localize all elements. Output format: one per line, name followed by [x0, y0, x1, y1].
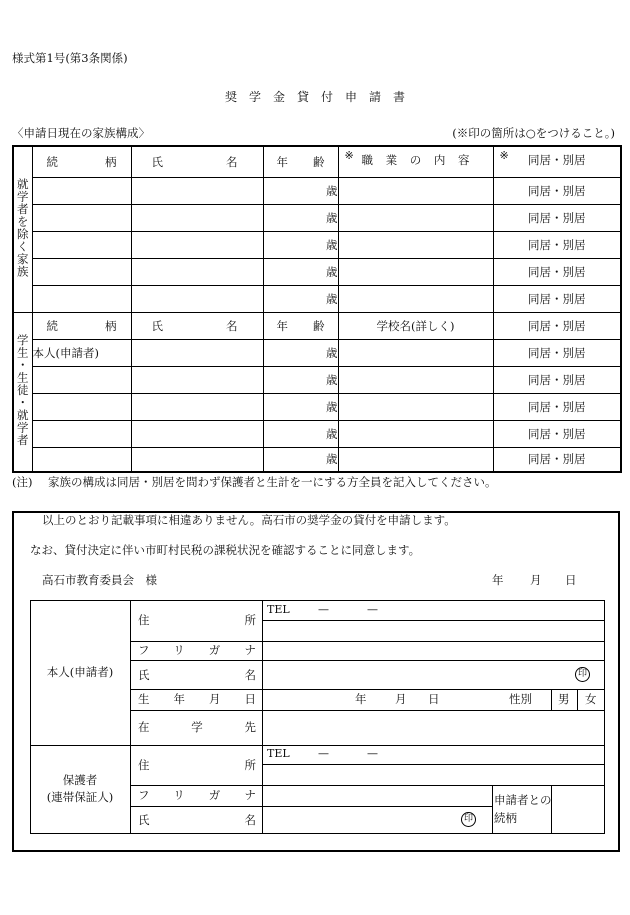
sex-option-male: 男	[558, 692, 570, 706]
group1-header-row	[13, 146, 621, 177]
header-residence-cell	[493, 312, 621, 339]
age-unit: 歳	[326, 345, 338, 360]
applicant-label: 本人(申請者)	[46, 665, 114, 679]
table-row	[13, 258, 621, 285]
header-name: 氏名	[151, 318, 238, 333]
table-row	[13, 447, 621, 472]
residence-option: 同居・別居	[528, 372, 586, 387]
guardian-label: 保護者	[62, 773, 98, 787]
header-age: 年齢	[276, 318, 325, 333]
guardian-name-label: 氏名	[138, 813, 256, 827]
name-cell	[131, 258, 263, 285]
relation-cell	[32, 447, 131, 472]
header-school: 学校名(詳しく)	[376, 318, 455, 333]
group1-label: 就学者を除く家族	[15, 177, 30, 278]
applicant-name-label: 氏名	[138, 668, 256, 682]
guardian-address-label: 住所	[138, 758, 256, 772]
declaration-line-1: 以上のとおり記載事項に相違ありません。高石市の奨学金の貸付を申請します。	[42, 513, 456, 527]
table-row	[13, 177, 621, 204]
table-rule	[130, 710, 605, 711]
header-residence: 同居・別居	[528, 318, 586, 333]
guardian-seal-icon: 印	[461, 812, 476, 827]
group2-header-row	[13, 312, 621, 339]
residence-mark: ※	[499, 149, 509, 162]
addressee: 高石市教育委員会 様	[42, 573, 157, 587]
residence-option: 同居・別居	[528, 345, 586, 360]
occupation-cell	[338, 204, 493, 231]
applicant-tel-separator: —	[318, 603, 329, 616]
age-unit: 歳	[326, 237, 338, 252]
sex-option-female: 女	[585, 692, 597, 706]
residence-cell	[493, 231, 621, 258]
table-rule	[130, 806, 492, 807]
form-number: 様式第1号(第3条関係)	[12, 51, 128, 65]
table-rule	[30, 745, 605, 746]
residence-option: 同居・別居	[528, 452, 586, 467]
table-row	[13, 366, 621, 393]
age-cell	[263, 231, 338, 258]
relation-cell	[32, 366, 131, 393]
occupation-cell	[338, 285, 493, 312]
family-section-label: 〈申請日現在の家族構成〉	[12, 126, 150, 140]
table-rule	[577, 689, 578, 710]
age-cell	[263, 393, 338, 420]
header-name-cell	[131, 146, 263, 177]
header-school-cell	[338, 312, 493, 339]
name-cell	[131, 177, 263, 204]
residence-option: 同居・別居	[528, 237, 586, 252]
group2-label-cell	[13, 312, 32, 472]
residence-option: 同居・別居	[528, 399, 586, 414]
birthdate-day-label: 日	[428, 692, 440, 706]
age-unit: 歳	[326, 183, 338, 198]
table-rule	[492, 785, 493, 834]
applicant-school-label: 在学先	[138, 720, 256, 734]
age-unit: 歳	[326, 372, 338, 387]
table-rule	[262, 600, 263, 834]
declaration-line-2: なお、貸付決定に伴い市町村民税の課税状況を確認することに同意します。	[30, 543, 421, 557]
relation-cell	[32, 339, 131, 366]
guardian-tel-separator: —	[367, 747, 378, 760]
table-rule	[130, 785, 605, 786]
name-cell	[131, 447, 263, 472]
age-cell	[263, 447, 338, 472]
age-unit: 歳	[326, 452, 338, 467]
residence-option: 同居・別居	[528, 291, 586, 306]
table-rule	[262, 620, 605, 621]
guardian-sublabel: (連帯保証人)	[46, 790, 114, 804]
header-age-cell	[263, 146, 338, 177]
header-residence: 同居・別居	[528, 153, 586, 168]
table-row	[13, 231, 621, 258]
applicant-tel-separator: —	[367, 603, 378, 616]
header-name-cell	[131, 312, 263, 339]
form-title: 奨学金貸付申請書	[224, 90, 417, 104]
residence-cell	[493, 393, 621, 420]
table-rule	[130, 689, 605, 690]
age-cell	[263, 258, 338, 285]
guardian-tel-label: TEL	[267, 747, 290, 760]
header-residence-cell	[493, 146, 621, 177]
family-composition-table	[12, 145, 622, 473]
note-marker: (注)	[12, 475, 33, 489]
school-cell	[338, 420, 493, 447]
applicant-address-label: 住所	[138, 613, 256, 627]
table-rule	[262, 764, 605, 765]
date-year-label: 年	[492, 573, 504, 587]
header-occupation: 職業の内容	[361, 153, 470, 168]
age-unit: 歳	[326, 426, 338, 441]
residence-cell	[493, 258, 621, 285]
date-day-label: 日	[565, 573, 577, 587]
residence-option: 同居・別居	[528, 426, 586, 441]
date-month-label: 月	[530, 573, 542, 587]
relationship-label-line-2: 続柄	[494, 811, 517, 825]
name-cell	[131, 231, 263, 258]
sex-label: 性別	[509, 692, 532, 706]
school-cell	[338, 366, 493, 393]
header-relation-cell	[32, 146, 131, 177]
note-text: 家族の構成は同居・別居を問わず保護者と生計を一にする方全員を記入してください。	[48, 475, 497, 489]
relation-cell	[32, 285, 131, 312]
table-rule	[130, 641, 605, 642]
applicant-birthdate-label: 生年月日	[138, 692, 256, 706]
residence-option: 同居・別居	[528, 264, 586, 279]
residence-cell	[493, 339, 621, 366]
table-row	[13, 339, 621, 366]
applicant-furigana-label: フリガナ	[138, 643, 256, 657]
occupation-cell	[338, 258, 493, 285]
relation-cell	[32, 258, 131, 285]
age-cell	[263, 339, 338, 366]
table-rule	[551, 689, 552, 710]
header-relation: 続柄	[46, 154, 117, 169]
residence-cell	[493, 420, 621, 447]
name-cell	[131, 285, 263, 312]
mark-instruction-note: (※印の箇所は○をつけること。)	[452, 126, 615, 140]
age-unit: 歳	[326, 210, 338, 225]
relation-cell	[32, 231, 131, 258]
occupation-cell	[338, 177, 493, 204]
relation-cell	[32, 204, 131, 231]
residence-cell	[493, 366, 621, 393]
guardian-furigana-label: フリガナ	[138, 788, 256, 802]
table-row	[13, 285, 621, 312]
name-cell	[131, 366, 263, 393]
age-cell	[263, 366, 338, 393]
header-age: 年齢	[276, 154, 325, 169]
group1-label-cell	[13, 146, 32, 312]
table-row	[13, 204, 621, 231]
name-cell	[131, 204, 263, 231]
school-cell	[338, 339, 493, 366]
header-age-cell	[263, 312, 338, 339]
header-occupation-cell	[338, 146, 493, 177]
residence-option: 同居・別居	[528, 210, 586, 225]
header-relation: 続柄	[46, 318, 117, 333]
age-cell	[263, 420, 338, 447]
applicant-relation: 本人(申請者)	[32, 345, 99, 360]
table-row	[13, 393, 621, 420]
header-name: 氏名	[151, 154, 238, 169]
residence-cell	[493, 285, 621, 312]
residence-cell	[493, 204, 621, 231]
age-unit: 歳	[326, 291, 338, 306]
occupation-cell	[338, 231, 493, 258]
name-cell	[131, 393, 263, 420]
residence-cell	[493, 447, 621, 472]
applicant-tel-label: TEL	[267, 603, 290, 616]
relation-cell	[32, 393, 131, 420]
table-rule	[130, 660, 605, 661]
name-cell	[131, 420, 263, 447]
guardian-tel-separator: —	[318, 747, 329, 760]
school-cell	[338, 393, 493, 420]
header-relation-cell	[32, 312, 131, 339]
relationship-label-line-1: 申請者との	[494, 793, 552, 807]
table-row	[13, 420, 621, 447]
residence-cell	[493, 177, 621, 204]
birthdate-year-label: 年	[355, 692, 367, 706]
age-cell	[263, 177, 338, 204]
residence-option: 同居・別居	[528, 183, 586, 198]
age-cell	[263, 285, 338, 312]
age-unit: 歳	[326, 399, 338, 414]
name-cell	[131, 339, 263, 366]
group2-label: 学生・生徒・就学者	[15, 334, 30, 447]
occupation-mark: ※	[344, 149, 354, 162]
school-cell	[338, 447, 493, 472]
birthdate-month-label: 月	[395, 692, 407, 706]
relation-cell	[32, 177, 131, 204]
relation-cell	[32, 420, 131, 447]
age-unit: 歳	[326, 264, 338, 279]
age-cell	[263, 204, 338, 231]
applicant-seal-icon: 印	[575, 667, 590, 682]
